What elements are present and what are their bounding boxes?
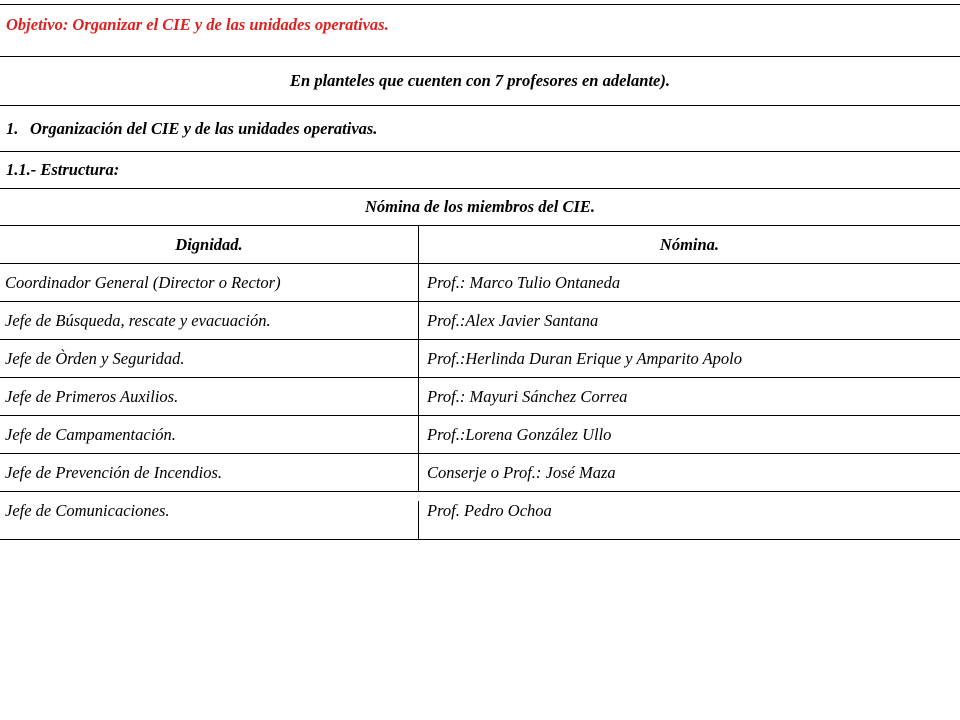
table-row xyxy=(0,415,960,453)
role-cell: Jefe de Campamentación. xyxy=(0,416,419,453)
role-cell: Jefe de Prevención de Incendios. xyxy=(0,454,419,491)
subtitle-text: En planteles que cuenten con 7 profesores en adelante). xyxy=(290,71,670,90)
section-title: Organización del CIE y de las unidades operativas. xyxy=(30,118,378,138)
name-cell: Prof.: Mayuri Sánchez Correa xyxy=(427,386,628,406)
role-cell: Jefe de Búsqueda, rescate y evacuación. xyxy=(0,302,419,339)
role-cell: Coordinador General (Director o Rector) xyxy=(0,264,419,301)
section-number: 1. xyxy=(6,118,19,138)
objective-text: Objetivo: Organizar el CIE y de las unidades operativas. xyxy=(6,15,389,34)
header-dignidad: Dignidad. xyxy=(0,226,419,263)
table-row xyxy=(0,491,960,540)
role-cell: Jefe de Comunicaciones. xyxy=(0,501,419,539)
table-row xyxy=(0,301,960,339)
subsection-title: 1.1.- Estructura: xyxy=(6,160,120,179)
name-cell: Prof. Pedro Ochoa xyxy=(427,501,552,520)
subtitle-row xyxy=(0,56,960,105)
table-title-row xyxy=(0,188,960,225)
table-row xyxy=(0,339,960,377)
role-cell: Jefe de Primeros Auxilios. xyxy=(0,378,419,415)
table-title: Nómina de los miembros del CIE. xyxy=(364,197,596,216)
role-cell: Jefe de Òrden y Seguridad. xyxy=(0,340,419,377)
table-row xyxy=(0,263,960,301)
name-cell: Prof.: Marco Tulio Ontaneda xyxy=(427,272,621,292)
document xyxy=(0,4,960,540)
table-header-row xyxy=(0,225,960,263)
table-row xyxy=(0,377,960,415)
name-cell: Conserje o Prof.: José Maza xyxy=(427,462,616,482)
table-row xyxy=(0,453,960,491)
name-cell: Prof.:Alex Javier Santana xyxy=(427,310,599,330)
section-heading-row xyxy=(0,105,960,151)
header-nomina: Nómina. xyxy=(659,234,720,254)
objective-row xyxy=(0,4,960,56)
subsection-heading-row xyxy=(0,151,960,188)
name-cell: Prof.:Lorena González Ullo xyxy=(427,424,612,444)
name-cell: Prof.:Herlinda Duran Erique y Amparito Apolo xyxy=(427,348,743,368)
